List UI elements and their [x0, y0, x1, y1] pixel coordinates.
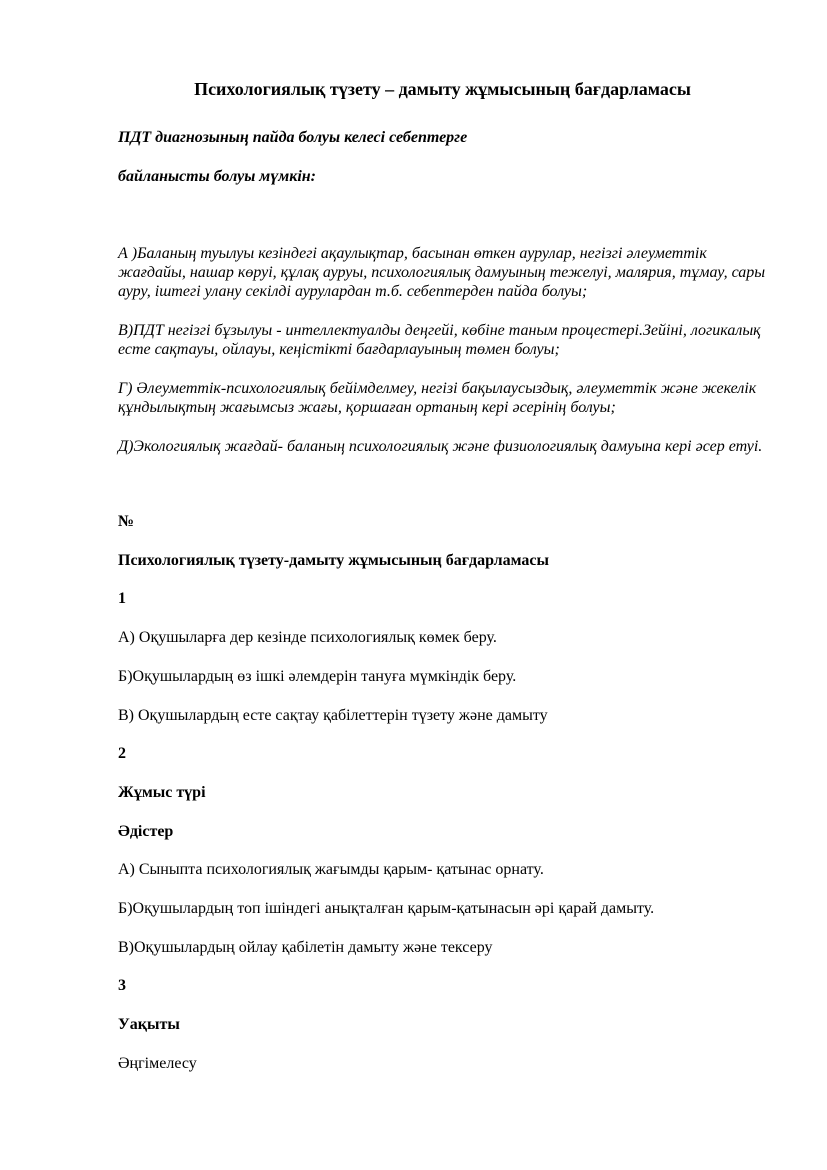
methods-label: Әдістер [118, 822, 174, 840]
method-item-a: А) Сыныпта психологиялық жағымды қарым- қатынас орнату. [118, 861, 544, 879]
document-title: Психологиялық түзету – дамыту жұмысының бағдарламасы [194, 79, 691, 99]
row-number-1: 1 [118, 590, 126, 608]
method-item-v: В)Оқушылардың ойлау қабілетін дамыту және тексеру [118, 938, 493, 956]
intro-line-2: байланысты болуы мүмкін: [118, 167, 316, 185]
goal-item-b: Б)Оқушылардың өз ішкі әлемдерін тануға мүмкіндік беру. [118, 667, 517, 685]
row-number-2: 2 [118, 745, 126, 763]
method-item-b: Б)Оқушылардың топ ішіндегі анықталған қарым-қатынасын әрі қарай дамыту. [118, 900, 655, 918]
table-number-label: № [118, 513, 135, 531]
time-value: Әңгімелесу [118, 1054, 197, 1072]
cause-paragraph-a: А )Баланың туылуы кезіндегі ақаулықтар, басынан өткен аурулар, негізгі әлеуметтік жағдайы, нашар көруі, құлақ ауруы, психологиялық дамуының тежелуі, малярия, тұмау, сары ауру, іштегі улану секілді аурулардан т.б. себептерден пайда болуы; [118, 244, 766, 301]
intro-line-1: ПДТ диагнозының пайда болуы келесі себептерге [118, 129, 468, 146]
cause-paragraph-d: Д)Экологиялық жағдай- баланың психологиялық және физиологиялық дамуына кері әсер етуі. [118, 437, 763, 455]
work-type-label: Жұмыс түрі [118, 783, 206, 801]
row-number-3: 3 [118, 977, 126, 995]
goal-item-a: А) Оқушыларға дер кезінде психологиялық көмек беру. [118, 629, 497, 647]
cause-paragraph-v: В)ПДТ негізгі бұзылуы - интеллектуалды деңгейі, көбіне таным процестері.Зейіні, логикалық есте сақтауы, ойлауы, кеңістікті бағдарлауының төмен болуы; [118, 322, 761, 359]
goal-item-v: В) Оқушылардың есте сақтау қабілеттерін түзету және дамыту [118, 706, 548, 724]
time-label: Уақыты [118, 1016, 180, 1034]
cause-paragraph-g: Г) Әлеуметтік-психологиялық бейімделмеу, негізі бақылаусыздық, әлеуметтік және жекелік құндылықтың жағымсыз жағы, қоршаған ортаның кері әсерінің болуы; [118, 379, 757, 417]
program-heading: Психологиялық түзету-дамыту жұмысының бағдарламасы [118, 551, 549, 569]
